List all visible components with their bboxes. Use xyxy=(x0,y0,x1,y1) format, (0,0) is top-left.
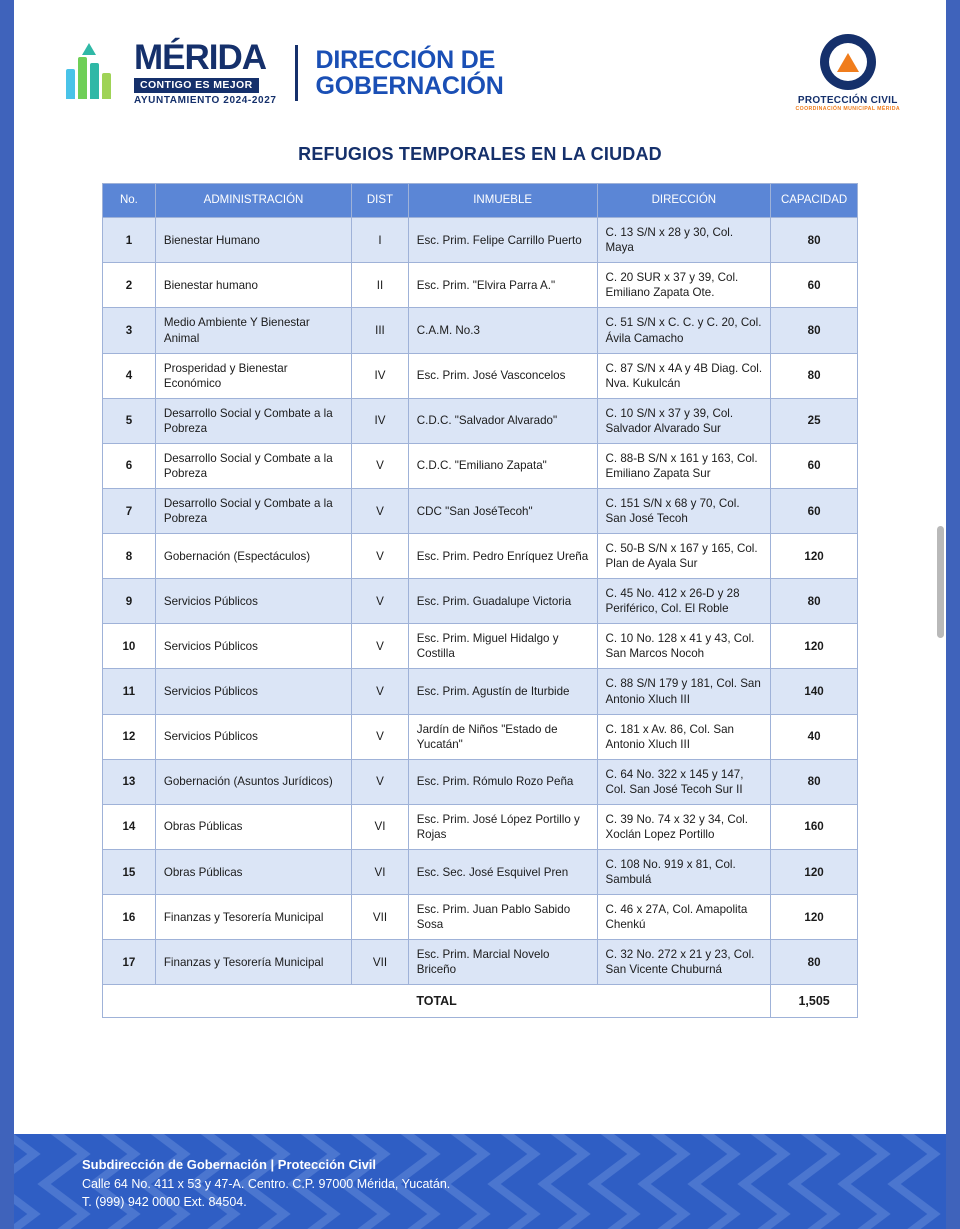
cell-direccion: C. 45 No. 412 x 26-D y 28 Periférico, Col. El Roble xyxy=(597,579,771,624)
cell-inmueble: Esc. Sec. José Esquivel Pren xyxy=(408,849,597,894)
cell-capacidad: 80 xyxy=(771,940,858,985)
cell-no: 8 xyxy=(103,534,156,579)
cell-direccion: C. 181 x Av. 86, Col. San Antonio Xluch III xyxy=(597,714,771,759)
cell-capacidad: 80 xyxy=(771,353,858,398)
table-row xyxy=(103,624,858,669)
department-line-2: GOBERNACIÓN xyxy=(315,72,504,100)
cell-no: 7 xyxy=(103,488,156,533)
cell-capacidad: 25 xyxy=(771,398,858,443)
cell-inmueble: Esc. Prim. Agustín de Iturbide xyxy=(408,669,597,714)
cell-dist: II xyxy=(352,263,409,308)
cell-no: 1 xyxy=(103,218,156,263)
cell-direccion: C. 39 No. 74 x 32 y 34, Col. Xoclán Lopez Portillo xyxy=(597,804,771,849)
table-row xyxy=(103,669,858,714)
table-row xyxy=(103,714,858,759)
cell-direccion: C. 64 No. 322 x 145 y 147, Col. San José Tecoh Sur II xyxy=(597,759,771,804)
cell-inmueble: Esc. Prim. Felipe Carrillo Puerto xyxy=(408,218,597,263)
table-row xyxy=(103,398,858,443)
cell-capacidad: 80 xyxy=(771,308,858,353)
brand-block xyxy=(66,40,504,106)
cell-no: 15 xyxy=(103,849,156,894)
cell-capacidad: 120 xyxy=(771,895,858,940)
cell-no: 16 xyxy=(103,895,156,940)
cell-no: 11 xyxy=(103,669,156,714)
cell-administracion: Gobernación (Asuntos Jurídicos) xyxy=(155,759,351,804)
cell-inmueble: Esc. Prim. José López Portillo y Rojas xyxy=(408,804,597,849)
cell-administracion: Desarrollo Social y Combate a la Pobreza xyxy=(155,488,351,533)
column-header-dist: DIST xyxy=(352,184,409,218)
cell-no: 5 xyxy=(103,398,156,443)
cell-dist: VII xyxy=(352,895,409,940)
table-row xyxy=(103,534,858,579)
table-row xyxy=(103,759,858,804)
document-footer xyxy=(14,1134,946,1229)
cell-direccion: C. 87 S/N x 4A y 4B Diag. Col. Nva. Kukulcán xyxy=(597,353,771,398)
document-header xyxy=(14,0,946,118)
cell-direccion: C. 13 S/N x 28 y 30, Col. Maya xyxy=(597,218,771,263)
cell-no: 14 xyxy=(103,804,156,849)
cell-administracion: Finanzas y Tesorería Municipal xyxy=(155,895,351,940)
footer-line-3: T. (999) 942 0000 Ext. 84504. xyxy=(82,1194,247,1209)
table-row xyxy=(103,940,858,985)
cell-direccion: C. 151 S/N x 68 y 70, Col. San José Tecoh xyxy=(597,488,771,533)
cell-inmueble: Esc. Prim. Marcial Novelo Briceño xyxy=(408,940,597,985)
table-row xyxy=(103,308,858,353)
document-sheet xyxy=(14,0,946,1229)
cell-capacidad: 120 xyxy=(771,849,858,894)
table-row xyxy=(103,849,858,894)
cell-direccion: C. 108 No. 919 x 81, Col. Sambulá xyxy=(597,849,771,894)
cell-inmueble: Esc. Prim. Pedro Enríquez Ureña xyxy=(408,534,597,579)
cell-dist: V xyxy=(352,624,409,669)
cell-direccion: C. 88-B S/N x 161 y 163, Col. Emiliano Zapata Sur xyxy=(597,443,771,488)
table-header-row xyxy=(103,184,858,218)
table-footer xyxy=(103,985,858,1018)
cell-capacidad: 40 xyxy=(771,714,858,759)
cell-dist: V xyxy=(352,534,409,579)
table-row xyxy=(103,263,858,308)
cell-dist: V xyxy=(352,759,409,804)
cell-administracion: Desarrollo Social y Combate a la Pobreza xyxy=(155,398,351,443)
logo-bar-2 xyxy=(78,57,87,99)
cell-inmueble: Esc. Prim. Juan Pablo Sabido Sosa xyxy=(408,895,597,940)
cell-administracion: Desarrollo Social y Combate a la Pobreza xyxy=(155,443,351,488)
department-name xyxy=(316,47,504,100)
table-row xyxy=(103,895,858,940)
cell-dist: IV xyxy=(352,353,409,398)
cell-administracion: Finanzas y Tesorería Municipal xyxy=(155,940,351,985)
table-row xyxy=(103,579,858,624)
left-margin-band xyxy=(0,0,14,1229)
cell-inmueble: Esc. Prim. Miguel Hidalgo y Costilla xyxy=(408,624,597,669)
cell-administracion: Obras Públicas xyxy=(155,849,351,894)
cell-capacidad: 80 xyxy=(771,218,858,263)
logo-bar-1 xyxy=(66,69,75,99)
merida-wordmark xyxy=(134,40,277,106)
cell-direccion: C. 10 No. 128 x 41 y 43, Col. San Marcos Nocoh xyxy=(597,624,771,669)
cell-capacidad: 160 xyxy=(771,804,858,849)
cell-dist: VI xyxy=(352,849,409,894)
logo-bar-4 xyxy=(102,73,111,99)
cell-dist: VI xyxy=(352,804,409,849)
cell-capacidad: 60 xyxy=(771,443,858,488)
header-divider xyxy=(295,45,298,101)
cell-no: 3 xyxy=(103,308,156,353)
shelters-table xyxy=(102,183,858,1018)
cell-dist: V xyxy=(352,488,409,533)
cell-inmueble: CDC "San JoséTecoh" xyxy=(408,488,597,533)
cell-no: 4 xyxy=(103,353,156,398)
cell-administracion: Servicios Públicos xyxy=(155,579,351,624)
cell-direccion: C. 32 No. 272 x 21 y 23, Col. San Vicente Chuburná xyxy=(597,940,771,985)
cell-inmueble: Esc. Prim. Rómulo Rozo Peña xyxy=(408,759,597,804)
civil-protection-name: PROTECCIÓN CIVIL xyxy=(797,95,898,106)
page-title: REFUGIOS TEMPORALES EN LA CIUDAD xyxy=(298,144,662,164)
cell-dist: IV xyxy=(352,398,409,443)
cell-dist: III xyxy=(352,308,409,353)
triangle-icon xyxy=(837,53,859,72)
cell-direccion: C. 51 S/N x C. C. y C. 20, Col. Ávila Camacho xyxy=(597,308,771,353)
civil-protection-logo xyxy=(796,34,901,112)
cell-no: 6 xyxy=(103,443,156,488)
cell-direccion: C. 46 x 27A, Col. Amapolita Chenkú xyxy=(597,895,771,940)
civil-protection-subtitle: COORDINACIÓN MUNICIPAL MÉRIDA xyxy=(795,106,900,112)
leaf-icon xyxy=(82,43,96,55)
cell-inmueble: C.D.C. "Emiliano Zapata" xyxy=(408,443,597,488)
cell-dist: VII xyxy=(352,940,409,985)
cell-direccion: C. 10 S/N x 37 y 39, Col. Salvador Alvarado Sur xyxy=(597,398,771,443)
civil-protection-badge-icon xyxy=(820,34,876,90)
cell-administracion: Bienestar Humano xyxy=(155,218,351,263)
cell-no: 12 xyxy=(103,714,156,759)
cell-administracion: Gobernación (Espectáculos) xyxy=(155,534,351,579)
cell-capacidad: 80 xyxy=(771,759,858,804)
cell-dist: V xyxy=(352,443,409,488)
logo-bar-3 xyxy=(90,63,99,99)
footer-line-2: Calle 64 No. 411 x 53 y 47-A. Centro. C.P. 97000 Mérida, Yucatán. xyxy=(82,1176,451,1191)
cell-administracion: Obras Públicas xyxy=(155,804,351,849)
cell-inmueble: Esc. Prim. Guadalupe Victoria xyxy=(408,579,597,624)
cell-no: 10 xyxy=(103,624,156,669)
table-row xyxy=(103,488,858,533)
table-row xyxy=(103,353,858,398)
cell-dist: V xyxy=(352,669,409,714)
cell-capacidad: 140 xyxy=(771,669,858,714)
cell-dist: V xyxy=(352,579,409,624)
cell-inmueble: C.A.M. No.3 xyxy=(408,308,597,353)
cell-inmueble: C.D.C. "Salvador Alvarado" xyxy=(408,398,597,443)
column-header-inmueble: INMUEBLE xyxy=(408,184,597,218)
cell-capacidad: 60 xyxy=(771,488,858,533)
administration-years: AYUNTAMIENTO 2024-2027 xyxy=(134,94,277,106)
cell-no: 2 xyxy=(103,263,156,308)
cell-administracion: Medio Ambiente Y Bienestar Animal xyxy=(155,308,351,353)
column-header-no: No. xyxy=(103,184,156,218)
cell-administracion: Servicios Públicos xyxy=(155,624,351,669)
table-body xyxy=(103,218,858,985)
cell-capacidad: 60 xyxy=(771,263,858,308)
column-header-capacidad: CAPACIDAD xyxy=(771,184,858,218)
shelters-table-wrapper xyxy=(14,183,946,1018)
cell-administracion: Servicios Públicos xyxy=(155,669,351,714)
cell-capacidad: 120 xyxy=(771,534,858,579)
cell-inmueble: Esc. Prim. "Elvira Parra A." xyxy=(408,263,597,308)
cell-capacidad: 80 xyxy=(771,579,858,624)
cell-no: 9 xyxy=(103,579,156,624)
cell-administracion: Servicios Públicos xyxy=(155,714,351,759)
merida-mark-icon xyxy=(66,47,120,99)
cell-dist: I xyxy=(352,218,409,263)
cell-no: 13 xyxy=(103,759,156,804)
scrollbar-thumb[interactable] xyxy=(937,526,944,638)
city-tagline: CONTIGO ES MEJOR xyxy=(134,78,259,93)
table-row xyxy=(103,443,858,488)
column-header-administracion: ADMINISTRACIÓN xyxy=(155,184,351,218)
total-label: TOTAL xyxy=(103,985,771,1018)
cell-direccion: C. 50-B S/N x 167 y 165, Col. Plan de Ayala Sur xyxy=(597,534,771,579)
total-value: 1,505 xyxy=(771,985,858,1018)
cell-capacidad: 120 xyxy=(771,624,858,669)
cell-direccion: C. 88 S/N 179 y 181, Col. San Antonio Xluch III xyxy=(597,669,771,714)
footer-line-1: Subdirección de Gobernación | Protección Civil xyxy=(82,1157,377,1172)
civil-protection-inner-icon xyxy=(829,43,867,81)
cell-administracion: Prosperidad y Bienestar Económico xyxy=(155,353,351,398)
table-row xyxy=(103,804,858,849)
footer-contact xyxy=(14,1134,946,1211)
right-margin-band xyxy=(946,0,960,1229)
city-name: MÉRIDA xyxy=(134,38,267,78)
cell-dist: V xyxy=(352,714,409,759)
cell-administracion: Bienestar humano xyxy=(155,263,351,308)
department-line-1: DIRECCIÓN DE xyxy=(315,45,496,74)
cell-direccion: C. 20 SUR x 37 y 39, Col. Emiliano Zapata Ote. xyxy=(597,263,771,308)
cell-no: 17 xyxy=(103,940,156,985)
merida-logo-icon xyxy=(66,47,120,99)
column-header-direccion: DIRECCIÓN xyxy=(597,184,771,218)
cell-inmueble: Esc. Prim. José Vasconcelos xyxy=(408,353,597,398)
cell-inmueble: Jardín de Niños "Estado de Yucatán" xyxy=(408,714,597,759)
table-row xyxy=(103,218,858,263)
